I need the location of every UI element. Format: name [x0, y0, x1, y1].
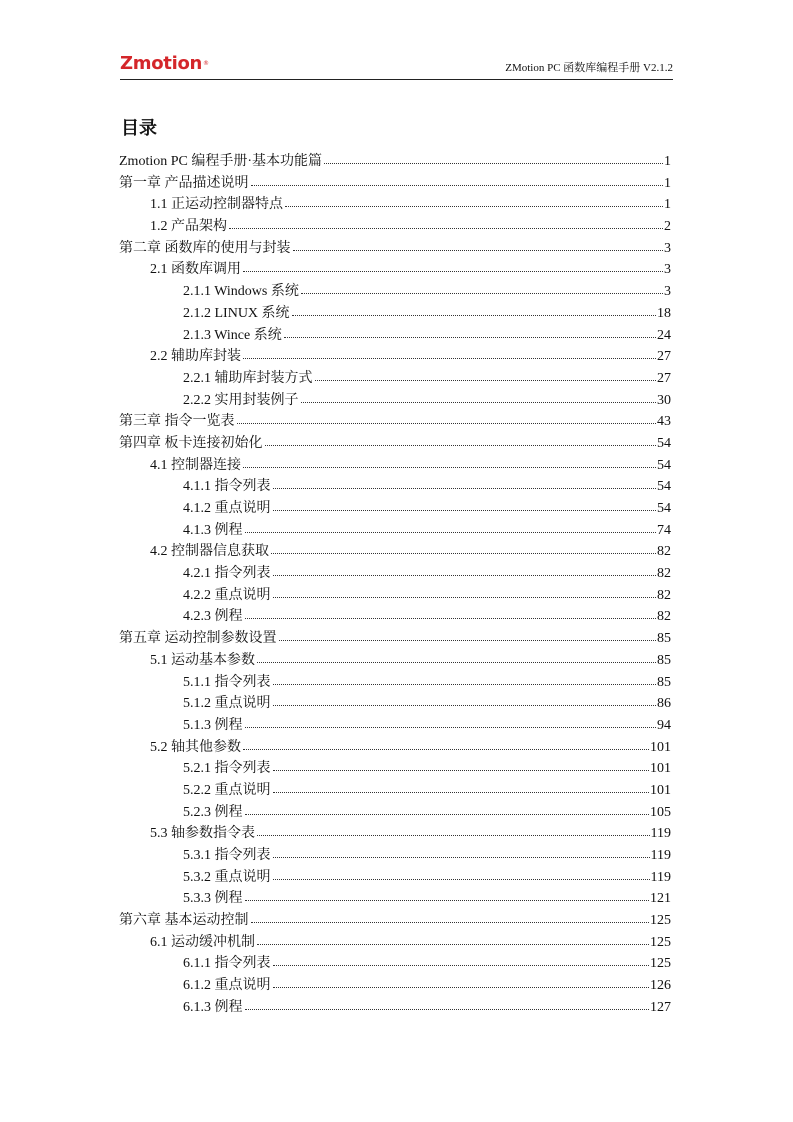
toc-page-number: 1 — [664, 175, 671, 191]
toc-entry-title: 4.1 控制器连接 — [150, 457, 241, 473]
toc-page-number: 3 — [664, 284, 671, 300]
toc-page-number: 85 — [657, 674, 671, 690]
toc-entry-title: 5.1 运动基本参数 — [150, 652, 255, 668]
toc-entry-title: 5.3 轴参数指令表 — [150, 826, 255, 842]
toc-page-number: 3 — [664, 240, 671, 256]
page-header — [120, 50, 673, 80]
toc-entry-title: Zmotion PC 编程手册·基本功能篇 — [119, 154, 323, 169]
toc-page-number: 1 — [664, 154, 671, 169]
toc-page-number: 2 — [664, 219, 671, 235]
toc-entry-title: 第四章 板卡连接初始化 — [119, 435, 263, 451]
toc-page-number: 82 — [657, 544, 671, 560]
toc-entry-title: 第三章 指令一览表 — [119, 414, 235, 430]
toc-page-number: 101 — [650, 739, 671, 755]
dot-leader — [243, 354, 656, 359]
toc-page-number: 126 — [650, 978, 671, 994]
toc-entry[interactable] — [119, 281, 671, 303]
toc-entry[interactable] — [119, 606, 671, 628]
toc-entry-title: 5.3.1 指令列表 — [183, 848, 271, 863]
toc-page-number: 127 — [650, 999, 671, 1015]
toc-entry-title: 第五章 运动控制参数设置 — [119, 631, 277, 647]
dot-leader — [273, 701, 657, 706]
toc-entry[interactable] — [119, 498, 671, 520]
toc-entry-title: 第一章 产品描述说明 — [119, 175, 249, 191]
toc-page-number: 85 — [657, 652, 671, 668]
toc-entry-title: 6.1.2 重点说明 — [183, 978, 271, 994]
dot-leader — [257, 940, 649, 945]
toc-page-number: 82 — [657, 587, 671, 603]
toc-page-number: 119 — [650, 848, 671, 863]
toc-entry-title: 2.2 辅助库封装 — [150, 349, 241, 365]
toc-page-number: 54 — [657, 435, 671, 451]
dot-leader — [245, 810, 650, 815]
toc-page-number: 125 — [650, 956, 671, 972]
toc-entry[interactable] — [119, 325, 671, 347]
toc-page-number: 27 — [657, 349, 671, 365]
toc-entry-title: 4.1.1 指令列表 — [183, 479, 271, 495]
toc-entry-title: 4.1.3 例程 — [183, 522, 243, 538]
dot-leader — [257, 658, 656, 663]
dot-leader — [301, 398, 657, 403]
toc-entry-title: 6.1 运动缓冲机制 — [150, 934, 255, 950]
toc-entry-title: 1.1 正运动控制器特点 — [150, 197, 283, 213]
toc-page-number: 18 — [657, 305, 671, 321]
toc-entry[interactable] — [119, 823, 671, 845]
toc-entry[interactable] — [119, 910, 671, 932]
toc-entry[interactable] — [119, 346, 671, 368]
toc-page-number: 119 — [650, 869, 671, 885]
toc-entry-title: 5.3.2 重点说明 — [183, 869, 271, 885]
toc-entry[interactable] — [119, 476, 671, 498]
toc-page-number: 101 — [650, 782, 671, 798]
toc-entry-title: 5.2.1 指令列表 — [183, 761, 271, 777]
toc-entry[interactable] — [119, 455, 671, 477]
toc-entry-title: 6.1.1 指令列表 — [183, 956, 271, 972]
toc-page-number: 82 — [657, 609, 671, 625]
dot-leader — [273, 766, 650, 771]
toc-entry[interactable] — [119, 715, 671, 737]
dot-leader — [245, 528, 657, 533]
toc-entry[interactable] — [119, 238, 671, 260]
dot-leader — [243, 267, 663, 272]
toc-page-number: 125 — [650, 934, 671, 950]
dot-leader — [301, 289, 663, 294]
toc-entry-title: 1.2 产品架构 — [150, 219, 227, 235]
dot-leader — [273, 788, 650, 793]
toc-entry[interactable] — [119, 802, 671, 824]
toc-entry[interactable] — [119, 672, 671, 694]
toc-entry-title: 2.1.2 LINUX 系统 — [183, 305, 290, 321]
toc-entry-title: 4.1.2 重点说明 — [183, 501, 271, 516]
toc-entry-title: 5.2.2 重点说明 — [183, 782, 271, 798]
toc-entry[interactable] — [119, 390, 671, 412]
zmotion-logo — [120, 54, 209, 74]
toc-entry-title: 4.2.2 重点说明 — [183, 587, 271, 603]
toc-page-number: 94 — [657, 717, 671, 733]
toc-page-number: 30 — [657, 392, 671, 408]
toc-entry[interactable] — [119, 433, 671, 455]
toc-entry-title: 2.2.1 辅助库封装方式 — [183, 370, 313, 386]
dot-leader — [285, 202, 663, 207]
toc-page-number: 101 — [650, 761, 671, 777]
toc-entry[interactable] — [119, 780, 671, 802]
toc-entry[interactable] — [119, 628, 671, 650]
dot-leader — [271, 549, 656, 554]
dot-leader — [315, 376, 657, 381]
table-of-contents — [119, 151, 671, 1019]
toc-heading: 目录 — [121, 118, 157, 139]
toc-page-number: 3 — [664, 262, 671, 278]
toc-entry[interactable] — [119, 693, 671, 715]
toc-entry-title: 6.1.3 例程 — [183, 999, 243, 1015]
toc-page-number: 121 — [650, 891, 671, 907]
toc-entry[interactable] — [119, 975, 671, 997]
manual-title: ZMotion PC 函数库编程手册 V2.1.2 — [505, 62, 673, 74]
toc-page-number: 74 — [657, 522, 671, 538]
toc-page-number: 54 — [657, 479, 671, 495]
toc-entry-title: 5.2.3 例程 — [183, 804, 243, 820]
dot-leader — [292, 311, 656, 316]
dot-leader — [245, 723, 657, 728]
toc-page-number: 54 — [657, 457, 671, 473]
toc-entry[interactable] — [119, 737, 671, 759]
toc-entry[interactable] — [119, 411, 671, 433]
toc-entry[interactable] — [119, 216, 671, 238]
dot-leader — [324, 159, 663, 164]
toc-entry[interactable] — [119, 194, 671, 216]
toc-entry[interactable] — [119, 541, 671, 563]
toc-entry[interactable] — [119, 151, 671, 173]
dot-leader — [251, 181, 664, 186]
dot-leader — [273, 680, 657, 685]
toc-entry-title: 第二章 函数库的使用与封装 — [119, 240, 291, 256]
toc-entry-title: 5.3.3 例程 — [183, 891, 243, 907]
dot-leader — [273, 506, 657, 511]
dot-leader — [243, 745, 649, 750]
toc-entry[interactable] — [119, 845, 671, 867]
dot-leader — [273, 961, 650, 966]
dot-leader — [245, 896, 650, 901]
dot-leader — [293, 246, 664, 251]
toc-entry-title: 2.1.1 Windows 系统 — [183, 284, 299, 300]
toc-entry[interactable] — [119, 650, 671, 672]
toc-page-number: 85 — [657, 631, 671, 647]
toc-entry-title: 4.2.3 例程 — [183, 609, 243, 625]
toc-entry-title: 5.1.3 例程 — [183, 717, 243, 733]
toc-page-number: 105 — [650, 804, 671, 820]
toc-entry-title: 4.2.1 指令列表 — [183, 566, 271, 582]
toc-entry[interactable] — [119, 997, 671, 1019]
dot-leader — [273, 484, 657, 489]
toc-page-number: 125 — [650, 913, 671, 929]
toc-entry[interactable] — [119, 173, 671, 195]
registered-mark: ® — [203, 60, 209, 67]
dot-leader — [257, 831, 650, 836]
dot-leader — [273, 853, 650, 858]
toc-entry-title: 5.2 轴其他参数 — [150, 739, 241, 755]
toc-entry[interactable] — [119, 520, 671, 542]
toc-entry-title: 2.1.3 Wince 系统 — [183, 327, 282, 343]
toc-entry-title: 2.2.2 实用封装例子 — [183, 392, 299, 408]
dot-leader — [229, 224, 663, 229]
dot-leader — [273, 571, 657, 576]
toc-entry[interactable] — [119, 585, 671, 607]
toc-page-number: 24 — [657, 327, 671, 343]
toc-page-number: 1 — [664, 197, 671, 213]
dot-leader — [243, 463, 656, 468]
toc-entry[interactable] — [119, 563, 671, 585]
toc-page-number: 119 — [650, 826, 671, 842]
dot-leader — [284, 333, 656, 338]
toc-entry[interactable] — [119, 867, 671, 889]
toc-entry-title: 4.2 控制器信息获取 — [150, 544, 269, 560]
toc-page-number: 86 — [657, 696, 671, 712]
dot-leader — [245, 614, 657, 619]
toc-entry-title: 2.1 函数库调用 — [150, 262, 241, 278]
dot-leader — [265, 441, 657, 446]
toc-entry[interactable] — [119, 888, 671, 910]
dot-leader — [245, 1005, 650, 1010]
toc-entry[interactable] — [119, 932, 671, 954]
dot-leader — [273, 983, 650, 988]
dot-leader — [251, 918, 650, 923]
dot-leader — [273, 875, 650, 880]
toc-page-number: 54 — [657, 501, 671, 516]
toc-entry[interactable] — [119, 758, 671, 780]
toc-entry[interactable] — [119, 368, 671, 390]
logo-text: Zmotion — [120, 53, 203, 74]
dot-leader — [237, 419, 657, 424]
toc-entry[interactable] — [119, 259, 671, 281]
toc-entry-title: 第六章 基本运动控制 — [119, 913, 249, 929]
dot-leader — [279, 636, 657, 641]
toc-entry-title: 5.1.2 重点说明 — [183, 696, 271, 712]
toc-entry[interactable] — [119, 953, 671, 975]
toc-entry-title: 5.1.1 指令列表 — [183, 674, 271, 690]
dot-leader — [273, 593, 657, 598]
toc-page-number: 82 — [657, 566, 671, 582]
toc-entry[interactable] — [119, 303, 671, 325]
toc-page-number: 27 — [657, 370, 671, 386]
toc-page-number: 43 — [657, 414, 671, 430]
